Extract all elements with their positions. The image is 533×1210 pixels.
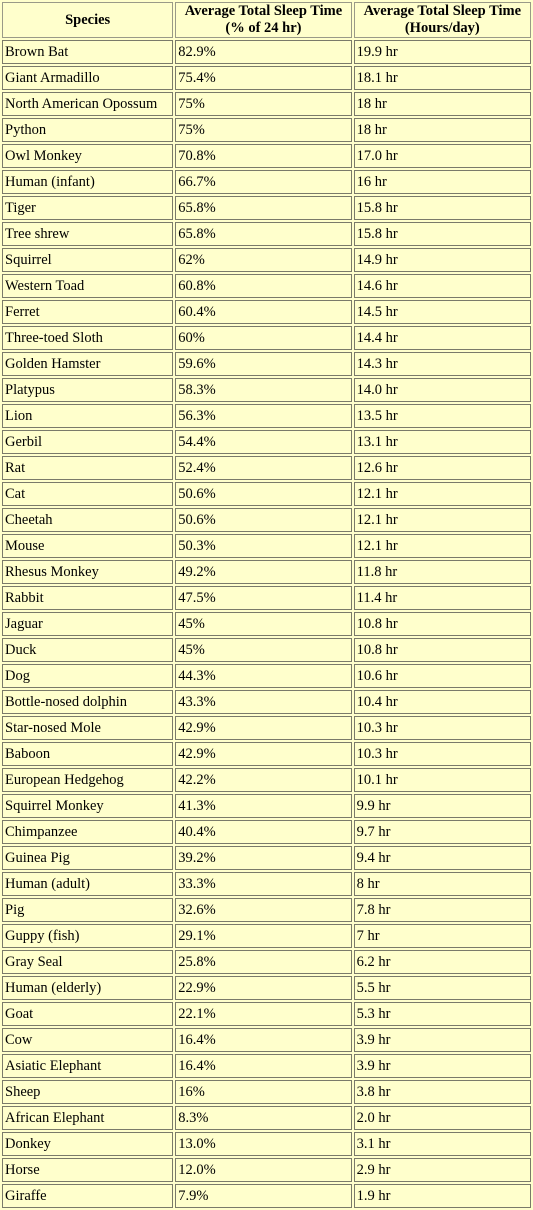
species-cell: Tiger [2,196,173,220]
hours-cell: 3.9 hr [354,1054,531,1078]
hours-cell: 18 hr [354,118,531,142]
table-row [2,170,531,194]
percent-cell: 66.7% [175,170,351,194]
hours-cell: 7 hr [354,924,531,948]
species-cell: Owl Monkey [2,144,173,168]
hours-cell: 14.4 hr [354,326,531,350]
hours-cell: 14.5 hr [354,300,531,324]
table-row [2,378,531,402]
header-hours [354,2,531,38]
header-species [2,2,173,38]
percent-cell: 7.9% [175,1184,351,1208]
percent-cell: 65.8% [175,222,351,246]
species-cell: European Hedgehog [2,768,173,792]
hours-cell: 16 hr [354,170,531,194]
table-row [2,612,531,636]
percent-cell: 49.2% [175,560,351,584]
species-cell: Human (elderly) [2,976,173,1000]
hours-cell: 6.2 hr [354,950,531,974]
species-cell: Giraffe [2,1184,173,1208]
percent-cell: 58.3% [175,378,351,402]
percent-cell: 75.4% [175,66,351,90]
table-row [2,508,531,532]
table-row [2,846,531,870]
percent-cell: 25.8% [175,950,351,974]
table-row [2,534,531,558]
hours-cell: 11.4 hr [354,586,531,610]
hours-cell: 18 hr [354,92,531,116]
hours-cell: 15.8 hr [354,196,531,220]
table-row [2,898,531,922]
species-cell: Gray Seal [2,950,173,974]
hours-cell: 10.6 hr [354,664,531,688]
table-row [2,196,531,220]
species-cell: Cheetah [2,508,173,532]
percent-cell: 75% [175,118,351,142]
species-cell: Horse [2,1158,173,1182]
species-cell: Guppy (fish) [2,924,173,948]
table-row [2,430,531,454]
percent-cell: 33.3% [175,872,351,896]
hours-cell: 12.6 hr [354,456,531,480]
table-row [2,664,531,688]
hours-cell: 3.9 hr [354,1028,531,1052]
hours-cell: 12.1 hr [354,534,531,558]
table-row [2,248,531,272]
species-cell: Rhesus Monkey [2,560,173,584]
species-cell: Star-nosed Mole [2,716,173,740]
species-cell: Cow [2,1028,173,1052]
table-row [2,92,531,116]
percent-cell: 43.3% [175,690,351,714]
hours-cell: 13.1 hr [354,430,531,454]
species-cell: Squirrel [2,248,173,272]
hours-cell: 5.5 hr [354,976,531,1000]
table-row [2,1106,531,1130]
percent-cell: 75% [175,92,351,116]
percent-cell: 8.3% [175,1106,351,1130]
percent-cell: 50.6% [175,482,351,506]
species-cell: Bottle-nosed dolphin [2,690,173,714]
table-row [2,40,531,64]
hours-cell: 14.6 hr [354,274,531,298]
percent-cell: 22.9% [175,976,351,1000]
table-row [2,404,531,428]
species-cell: Human (infant) [2,170,173,194]
hours-cell: 13.5 hr [354,404,531,428]
species-cell: Human (adult) [2,872,173,896]
percent-cell: 62% [175,248,351,272]
table-row [2,820,531,844]
header-hours-line2: (Hours/day) [404,20,480,36]
table-row [2,976,531,1000]
table-row [2,690,531,714]
species-cell: Pig [2,898,173,922]
header-percent-line2: (% of 24 hr) [225,20,302,36]
percent-cell: 56.3% [175,404,351,428]
hours-cell: 2.9 hr [354,1158,531,1182]
hours-cell: 1.9 hr [354,1184,531,1208]
percent-cell: 16.4% [175,1054,351,1078]
table-row [2,638,531,662]
species-cell: Donkey [2,1132,173,1156]
hours-cell: 19.9 hr [354,40,531,64]
table-row [2,1158,531,1182]
hours-cell: 2.0 hr [354,1106,531,1130]
species-cell: Mouse [2,534,173,558]
percent-cell: 44.3% [175,664,351,688]
species-cell: Lion [2,404,173,428]
species-cell: Python [2,118,173,142]
percent-cell: 60% [175,326,351,350]
hours-cell: 12.1 hr [354,482,531,506]
table-row [2,794,531,818]
hours-cell: 5.3 hr [354,1002,531,1026]
table-row [2,66,531,90]
percent-cell: 16% [175,1080,351,1104]
species-cell: Dog [2,664,173,688]
percent-cell: 50.3% [175,534,351,558]
species-cell: Platypus [2,378,173,402]
percent-cell: 39.2% [175,846,351,870]
table-row [2,924,531,948]
table-row [2,1054,531,1078]
table-row [2,716,531,740]
hours-cell: 12.1 hr [354,508,531,532]
hours-cell: 14.9 hr [354,248,531,272]
species-cell: Rabbit [2,586,173,610]
species-cell: Gerbil [2,430,173,454]
table-row [2,872,531,896]
percent-cell: 12.0% [175,1158,351,1182]
table-row [2,222,531,246]
table-row [2,352,531,376]
percent-cell: 65.8% [175,196,351,220]
species-cell: African Elephant [2,1106,173,1130]
percent-cell: 42.9% [175,742,351,766]
table-row [2,326,531,350]
table-row [2,274,531,298]
percent-cell: 45% [175,638,351,662]
table-row [2,950,531,974]
hours-cell: 9.7 hr [354,820,531,844]
species-cell: Three-toed Sloth [2,326,173,350]
table-row [2,1028,531,1052]
hours-cell: 8 hr [354,872,531,896]
percent-cell: 59.6% [175,352,351,376]
species-cell: Brown Bat [2,40,173,64]
percent-cell: 50.6% [175,508,351,532]
table-row [2,1184,531,1208]
table-row [2,1080,531,1104]
species-cell: Golden Hamster [2,352,173,376]
percent-cell: 13.0% [175,1132,351,1156]
percent-cell: 41.3% [175,794,351,818]
table-body [2,40,531,1208]
table-row [2,144,531,168]
species-cell: North American Opossum [2,92,173,116]
percent-cell: 29.1% [175,924,351,948]
species-cell: Jaguar [2,612,173,636]
hours-cell: 14.3 hr [354,352,531,376]
species-cell: Sheep [2,1080,173,1104]
hours-cell: 10.1 hr [354,768,531,792]
table-row [2,456,531,480]
table-row [2,300,531,324]
hours-cell: 9.9 hr [354,794,531,818]
hours-cell: 11.8 hr [354,560,531,584]
species-cell: Chimpanzee [2,820,173,844]
percent-cell: 40.4% [175,820,351,844]
table-row [2,482,531,506]
percent-cell: 60.4% [175,300,351,324]
hours-cell: 7.8 hr [354,898,531,922]
hours-cell: 9.4 hr [354,846,531,870]
species-cell: Giant Armadillo [2,66,173,90]
header-percent [175,2,351,38]
species-cell: Goat [2,1002,173,1026]
species-cell: Asiatic Elephant [2,1054,173,1078]
percent-cell: 32.6% [175,898,351,922]
species-cell: Western Toad [2,274,173,298]
table-row [2,1002,531,1026]
header-percent-line1: Average Total Sleep Time [184,3,343,19]
header-hours-line1: Average Total Sleep Time [363,3,522,19]
hours-cell: 10.3 hr [354,716,531,740]
hours-cell: 3.1 hr [354,1132,531,1156]
percent-cell: 54.4% [175,430,351,454]
table-row [2,118,531,142]
table-row [2,742,531,766]
hours-cell: 15.8 hr [354,222,531,246]
species-cell: Tree shrew [2,222,173,246]
hours-cell: 10.3 hr [354,742,531,766]
hours-cell: 14.0 hr [354,378,531,402]
species-cell: Rat [2,456,173,480]
species-cell: Cat [2,482,173,506]
percent-cell: 42.2% [175,768,351,792]
species-cell: Guinea Pig [2,846,173,870]
percent-cell: 22.1% [175,1002,351,1026]
species-cell: Ferret [2,300,173,324]
hours-cell: 3.8 hr [354,1080,531,1104]
table-row [2,768,531,792]
hours-cell: 10.8 hr [354,638,531,662]
table-row [2,586,531,610]
hours-cell: 17.0 hr [354,144,531,168]
percent-cell: 82.9% [175,40,351,64]
table-row [2,560,531,584]
percent-cell: 52.4% [175,456,351,480]
species-cell: Squirrel Monkey [2,794,173,818]
hours-cell: 10.4 hr [354,690,531,714]
species-cell: Duck [2,638,173,662]
header-species-text: Species [65,11,111,28]
species-cell: Baboon [2,742,173,766]
percent-cell: 45% [175,612,351,636]
percent-cell: 70.8% [175,144,351,168]
percent-cell: 42.9% [175,716,351,740]
hours-cell: 18.1 hr [354,66,531,90]
percent-cell: 16.4% [175,1028,351,1052]
hours-cell: 10.8 hr [354,612,531,636]
header-row [2,2,531,38]
table-row [2,1132,531,1156]
percent-cell: 47.5% [175,586,351,610]
percent-cell: 60.8% [175,274,351,298]
